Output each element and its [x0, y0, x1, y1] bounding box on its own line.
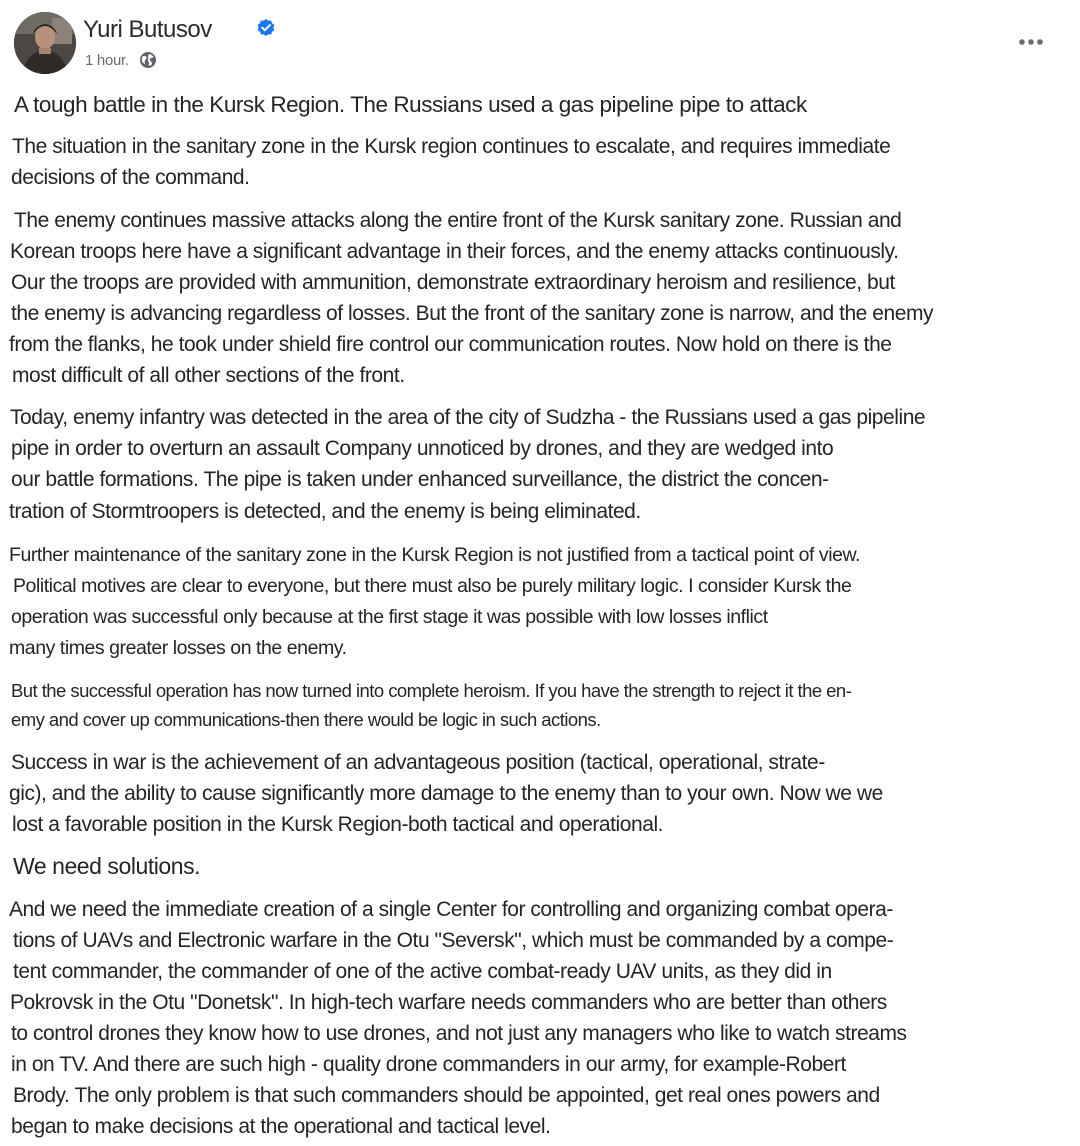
verified-badge-icon — [256, 18, 276, 38]
paragraph-line: Today, enemy infantry was detected in the area of the city of Sudzha - the Russians used a gas pipeline — [10, 406, 926, 429]
paragraph-line: Further maintenance of the sanitary zone in the Kursk Region is not justified from a tactical point of view. — [9, 544, 861, 566]
paragraph-line: tions of UAVs and Electronic warfare in the Otu "Seversk", which must be commanded by a compe- — [13, 929, 894, 952]
paragraph-line: The enemy continues massive attacks along the entire front of the Kursk sanitary zone. Russian and — [14, 209, 902, 232]
paragraph-line: lost a favorable position in the Kursk Region-both tactical and operational. — [12, 813, 664, 836]
paragraph-line: in on TV. And there are such high - quality drone commanders in our army, for example-Robert — [11, 1053, 846, 1076]
avatar[interactable] — [14, 12, 76, 74]
paragraph-line: most difficult of all other sections of the front. — [12, 364, 405, 387]
paragraph-line: began to make decisions at the operational and tactical level. — [11, 1115, 551, 1138]
paragraph-line: from the flanks, he took under shield fire control our communication routes. Now hold on there is the — [9, 333, 892, 356]
paragraph-line: emy and cover up communications-then there would be logic in such actions. — [11, 709, 601, 730]
paragraph-line: But the successful operation has now turned into complete heroism. If you have the strength to reject it the en- — [11, 680, 852, 701]
paragraph-line: Our the troops are provided with ammunition, demonstrate extraordinary heroism and resilience, but — [11, 271, 895, 294]
avatar-photo — [14, 12, 76, 74]
more-dots-icon[interactable] — [1012, 30, 1052, 54]
author-name[interactable]: Yuri Butusov — [83, 16, 212, 43]
paragraph-line: The situation in the sanitary zone in the Kursk region continues to escalate, and requires immediate — [12, 135, 891, 158]
paragraph-line: operation was successful only because at the first stage it was possible with low losses inflict — [11, 606, 768, 628]
post-title: A tough battle in the Kursk Region. The Russians used a gas pipeline pipe to attack — [14, 92, 807, 117]
paragraph-line: the enemy is advancing regardless of losses. But the front of the sanitary zone is narrow, and the enemy — [11, 302, 934, 325]
section-heading: We need solutions. — [13, 853, 201, 879]
post-timestamp[interactable]: 1 hour. — [85, 52, 129, 69]
paragraph-line: Korean troops here have a significant advantage in their forces, and the enemy attacks continuously. — [10, 240, 899, 263]
paragraph-line: tration of Stormtroopers is detected, and the enemy is being eliminated. — [9, 500, 641, 523]
paragraph-line: tent commander, the commander of one of the active combat-ready UAV units, as they did in — [13, 960, 832, 983]
paragraph-line: our battle formations. The pipe is taken under enhanced surveillance, the district the concen- — [11, 468, 829, 491]
paragraph-line: gic), and the ability to cause significantly more damage to the enemy than to your own. Now we we — [9, 782, 883, 805]
paragraph-line: And we need the immediate creation of a single Center for controlling and organizing combat opera- — [9, 898, 893, 921]
paragraph-line: to control drones they know how to use drones, and not just any managers who like to watch streams — [11, 1022, 907, 1045]
paragraph-line: Pokrovsk in the Otu "Donetsk". In high-tech warfare needs commanders who are better than others — [10, 991, 887, 1014]
paragraph-line: decisions of the command. — [11, 166, 250, 189]
globe-icon[interactable] — [138, 50, 158, 70]
paragraph-line: many times greater losses on the enemy. — [9, 637, 347, 659]
paragraph-line: Success in war is the achievement of an advantageous position (tactical, operational, strate- — [11, 751, 825, 774]
post-header — [14, 12, 1066, 78]
paragraph-line: pipe in order to overturn an assault Company unnoticed by drones, and they are wedged into — [11, 437, 834, 460]
paragraph-line: Brody. The only problem is that such commanders should be appointed, get real ones powers and — [13, 1084, 880, 1107]
paragraph-line: Political motives are clear to everyone, but there must also be purely military logic. I consider Kursk the — [13, 575, 852, 597]
